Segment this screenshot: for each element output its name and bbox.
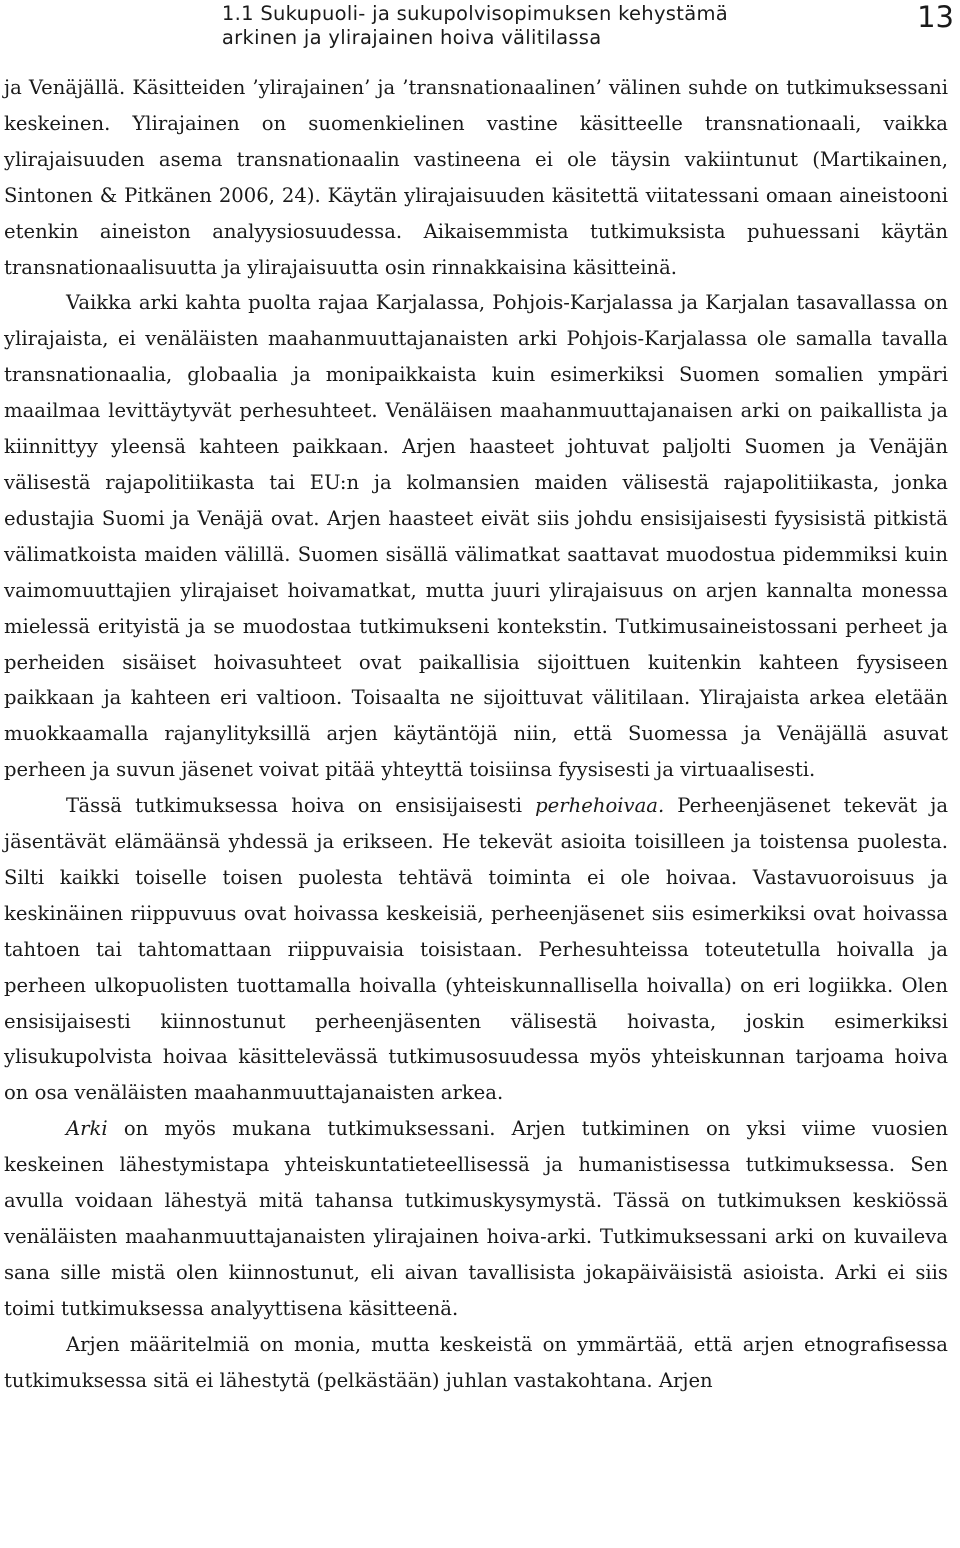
chapter-title-line-1: 1.1 Sukupuoli- ja sukupolvisopimuksen kehystämä <box>221 2 728 25</box>
page-number: 13 <box>917 0 954 34</box>
chapter-title <box>222 2 728 50</box>
body-text <box>4 70 948 1399</box>
paragraph-4-emphasis: Arki <box>66 1117 108 1141</box>
paragraph-3-text-end: Perheenjäsenet tekevät ja jäsentävät elämäänsä yhdessä ja erikseen. He tekevät asioita toisilleen ja toistensa puolesta. Silti kaikki toiselle toisen puolesta tehtävä toiminta ei ole hoivaa. Vastavuoroisuus ja keskinäinen riippuvuus ovat hoivassa keskeisiä, perheenjäsenet siis esimerkiksi ovat hoivassa tahtoen tai tahtomattaan riippuvaisia toisistaan. Perhesuhteissa toteutetulla hoivalla ja perheen ulkopuolisten tuottamalla hoivalla (yhteiskunnallisella hoivalla) on eri logiikka. Olen ensisijaisesti kiinnostunut perheenjäsenten välisestä hoivasta, joskin esimerkiksi ylisukupolvista hoivaa käsittelevässä tutkimusosuudessa myös yhteiskunnan tarjoama hoiva on osa venäläisten maahanmuuttajanaisten arkea. <box>4 794 948 1105</box>
paragraph-1: ja Venäjällä. Käsitteiden ’ylirajainen’ ja ’transnationaalinen’ välinen suhde on tutkimuksessani keskeinen. Ylirajainen on suomenkielinen vastine käsitteelle transnationaali, vaikka ylirajaisuuden asema transnationaalin vastineena ei ole täysin vakiintunut (Martikainen, Sintonen & Pitkänen 2006, 24). Käytän ylirajaisuuden käsitettä viitatessani omaan aineistooni etenkin aineiston analyysiosuudessa. Aikaisemmista tutkimuksista puhuessani käytän transnationaalisuutta ja ylirajaisuutta osin rinnakkaisina käsitteinä. <box>4 76 948 279</box>
chapter-title-line-2: arkinen ja ylirajainen hoiva välitilassa <box>221 26 602 49</box>
paragraph-2: Vaikka arki kahta puolta rajaa Karjalassa, Pohjois-Karjalassa ja Karjalan tasavallassa on ylirajaista, ei venäläisten maahanmuuttajanaisten arki Pohjois-Karjalassa ole samalla tavalla transnationaalia, globaalia ja monipaikkaista kuin esimerkiksi Suomen somalien ympäri maailmaa levittäytyvät perhesuhteet. Venäläisen maahanmuuttajanaisen arki on paikallista ja kiinnittyy yleensä kahteen paikkaan. Arjen haasteet johtuvat paljolti Suomen ja Venäjän välisestä rajapolitiikasta tai EU:n ja kolmansien maiden välisestä rajapolitiikasta, jonka edustajia Suomi ja Venäjä ovat. Arjen haasteet eivät siis johdu ensisijaisesti fyysisistä pitkistä välimatkoista maiden välillä. Suomen sisällä välimatkat saattavat muodostua pidemmiksi kuin vaimomuuttajien ylirajaiset hoivamatkat, mutta juuri ylirajaisuus on arjen kannalta monessa mielessä erityistä ja se muodostaa tutkimukseni kontekstin. Tutkimusaineistossani perheet ja perheiden sisäiset hoivasuhteet ovat paikallisia sijoittuen kuitenkin kahteen fyysiseen paikkaan ja kahteen eri valtioon. Toisaalta ne sijoittuvat välitilaan. Ylirajaista arkea eletään muokkaamalla rajanylityksillä arjen käytäntöjä niin, että Suomessa ja Venäjällä asuvat perheen ja suvun jäsenet voivat pitää yhteyttä toisiinsa fyysisesti ja virtuaalisesti. <box>4 291 948 782</box>
running-head <box>0 2 960 56</box>
paragraph-5: Arjen määritelmiä on monia, mutta keskeistä on ymmärtää, että arjen etnografisessa tutkimuksessa sitä ei lähestytä (pelkästään) juhlan vastakohtana. Arjen <box>4 1332 948 1392</box>
paragraph-3 <box>4 788 948 1111</box>
paragraph-4-text: on myös mukana tutkimuksessani. Arjen tutkiminen on yksi viime vuosien keskeinen lähestymistapa yhteiskuntatieteellisessä ja humanistisessa tutkimuksessa. Sen avulla voidaan lähestyä mitä tahansa tutkimuskysymystä. Tässä on tutkimuksen keskiössä venäläisten maahanmuuttajanaisten ylirajainen hoiva-arki. Tutkimuksessani arki on kuvaileva sana sille mistä olen kiinnostunut, eli aivan tavallisista jokapäiväisistä asioista. Arki ei siis toimi tutkimuksessa analyyttisena käsitteenä. <box>4 1117 948 1320</box>
paragraph-3-emphasis: perhehoivaa. <box>535 794 665 818</box>
paragraph-4 <box>4 1111 948 1326</box>
paragraph-3-text-start: Tässä tutkimuksessa hoiva on ensisijaisesti <box>66 794 536 818</box>
